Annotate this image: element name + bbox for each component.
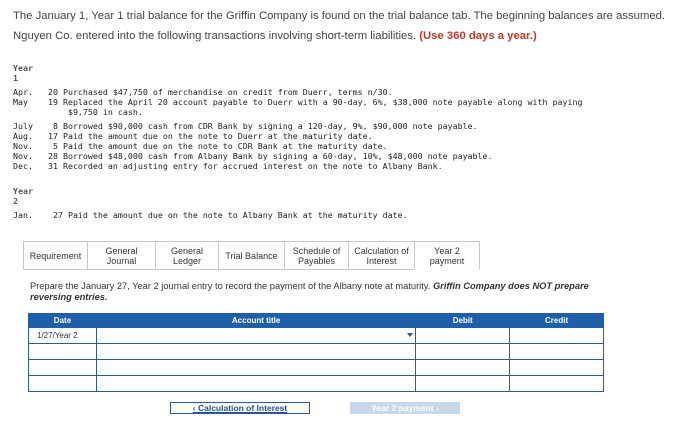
year1-transaction-line: July 8 Borrowed $90,000 cash from CDR Bank by signing a 120-day, 9%, $90,000 note payable. [13,121,478,131]
next-button[interactable]: Year 2 payment › [350,402,460,414]
account-title-select[interactable] [96,376,415,392]
account-title-select[interactable] [96,360,415,376]
year1-transaction-line: Dec. 31 Recorded an adjusting entry for accrued interest on the note to Albany Bank. [13,161,443,171]
journal-row [29,344,604,360]
tab-requirement[interactable]: Requirement [23,241,87,270]
account-title-select[interactable] [96,344,415,360]
header-date: Date [29,314,97,328]
tab-general-journal[interactable]: General Journal [87,241,155,270]
journal-header-row [29,314,604,328]
journal-row [29,328,604,344]
debit-input[interactable] [416,328,510,344]
year1-header-word: Year [13,63,33,73]
date-cell [29,344,97,360]
year1-header-num: 1 [13,73,18,83]
year1-transaction-line: Aug. 17 Paid the amount due on the note to Duerr at the maturity date. [13,131,373,141]
tab-calculation-of-interest[interactable]: Calculation of Interest [348,241,414,270]
chevron-down-icon[interactable] [407,333,413,337]
account-title-select[interactable] [96,328,415,344]
journal-row [29,360,604,376]
date-cell: 1/27/Year 2 [29,328,97,344]
header-debit: Debit [416,314,510,328]
intro-days-note: (Use 360 days a year.) [419,30,537,42]
year1-transaction-line: May 19 Replaced the April 20 account payable to Duerr with a 90-day, 6%, $38,000 note payable along with paying [13,97,583,107]
credit-input[interactable] [510,360,604,376]
tab-schedule-of-payables[interactable]: Schedule of Payables [284,241,348,270]
year1-transaction-line: Nov. 28 Borrowed $48,000 cash from Albany Bank by signing a 60-day, 10%, $48,000 note payable. [13,151,493,161]
header-account-title: Account title [96,314,415,328]
date-cell [29,376,97,392]
header-credit: Credit [510,314,604,328]
credit-input[interactable] [510,344,604,360]
debit-input[interactable] [416,360,510,376]
instruction-emphasis: Griffin Company does NOT prepare reversing entries. [30,281,589,302]
intro-line-2: Nguyen Co. entered into the following transactions involving short-term liabilities. (Use 360 days a year.) [13,30,537,42]
credit-input[interactable] [510,376,604,392]
chevron-left-icon: ‹ [192,403,198,413]
journal-table [28,313,604,392]
year1-transaction-line: $9,750 in cash. [13,107,143,117]
tab-trial-balance[interactable]: Trial Balance [218,241,284,270]
journal-row [29,376,604,392]
chevron-right-icon: › [433,403,439,413]
prev-button[interactable]: ‹ Calculation of Interest [170,402,310,414]
year1-transaction-line: Apr. 20 Purchased $47,750 of merchandise on credit from Duerr, terms n/30. [13,87,393,97]
date-cell [29,360,97,376]
tab-general-ledger[interactable]: General Ledger [155,241,218,270]
tab-bar [23,241,480,270]
intro-text [13,6,693,46]
year2-header-word: Year [13,186,33,196]
credit-input[interactable] [510,328,604,344]
year2-transaction: Jan. 27 Paid the amount due on the note to Albany Bank at the maturity date. [13,210,408,220]
tab-year2-payment[interactable]: Year 2 payment [414,241,480,270]
year1-transaction-line: Nov. 5 Paid the amount due on the note to CDR Bank at the maturity date. [13,141,388,151]
intro-line-1: The January 1, Year 1 trial balance for the Griffin Company is found on the trial balance tab. The beginning balances are assumed. [13,10,666,22]
debit-input[interactable] [416,344,510,360]
debit-input[interactable] [416,376,510,392]
year2-header-num: 2 [13,196,18,206]
instruction: Prepare the January 27, Year 2 journal entry to record the payment of the Albany note at maturity. Griffin Company does NOT prepare reversing entries. [30,281,589,302]
